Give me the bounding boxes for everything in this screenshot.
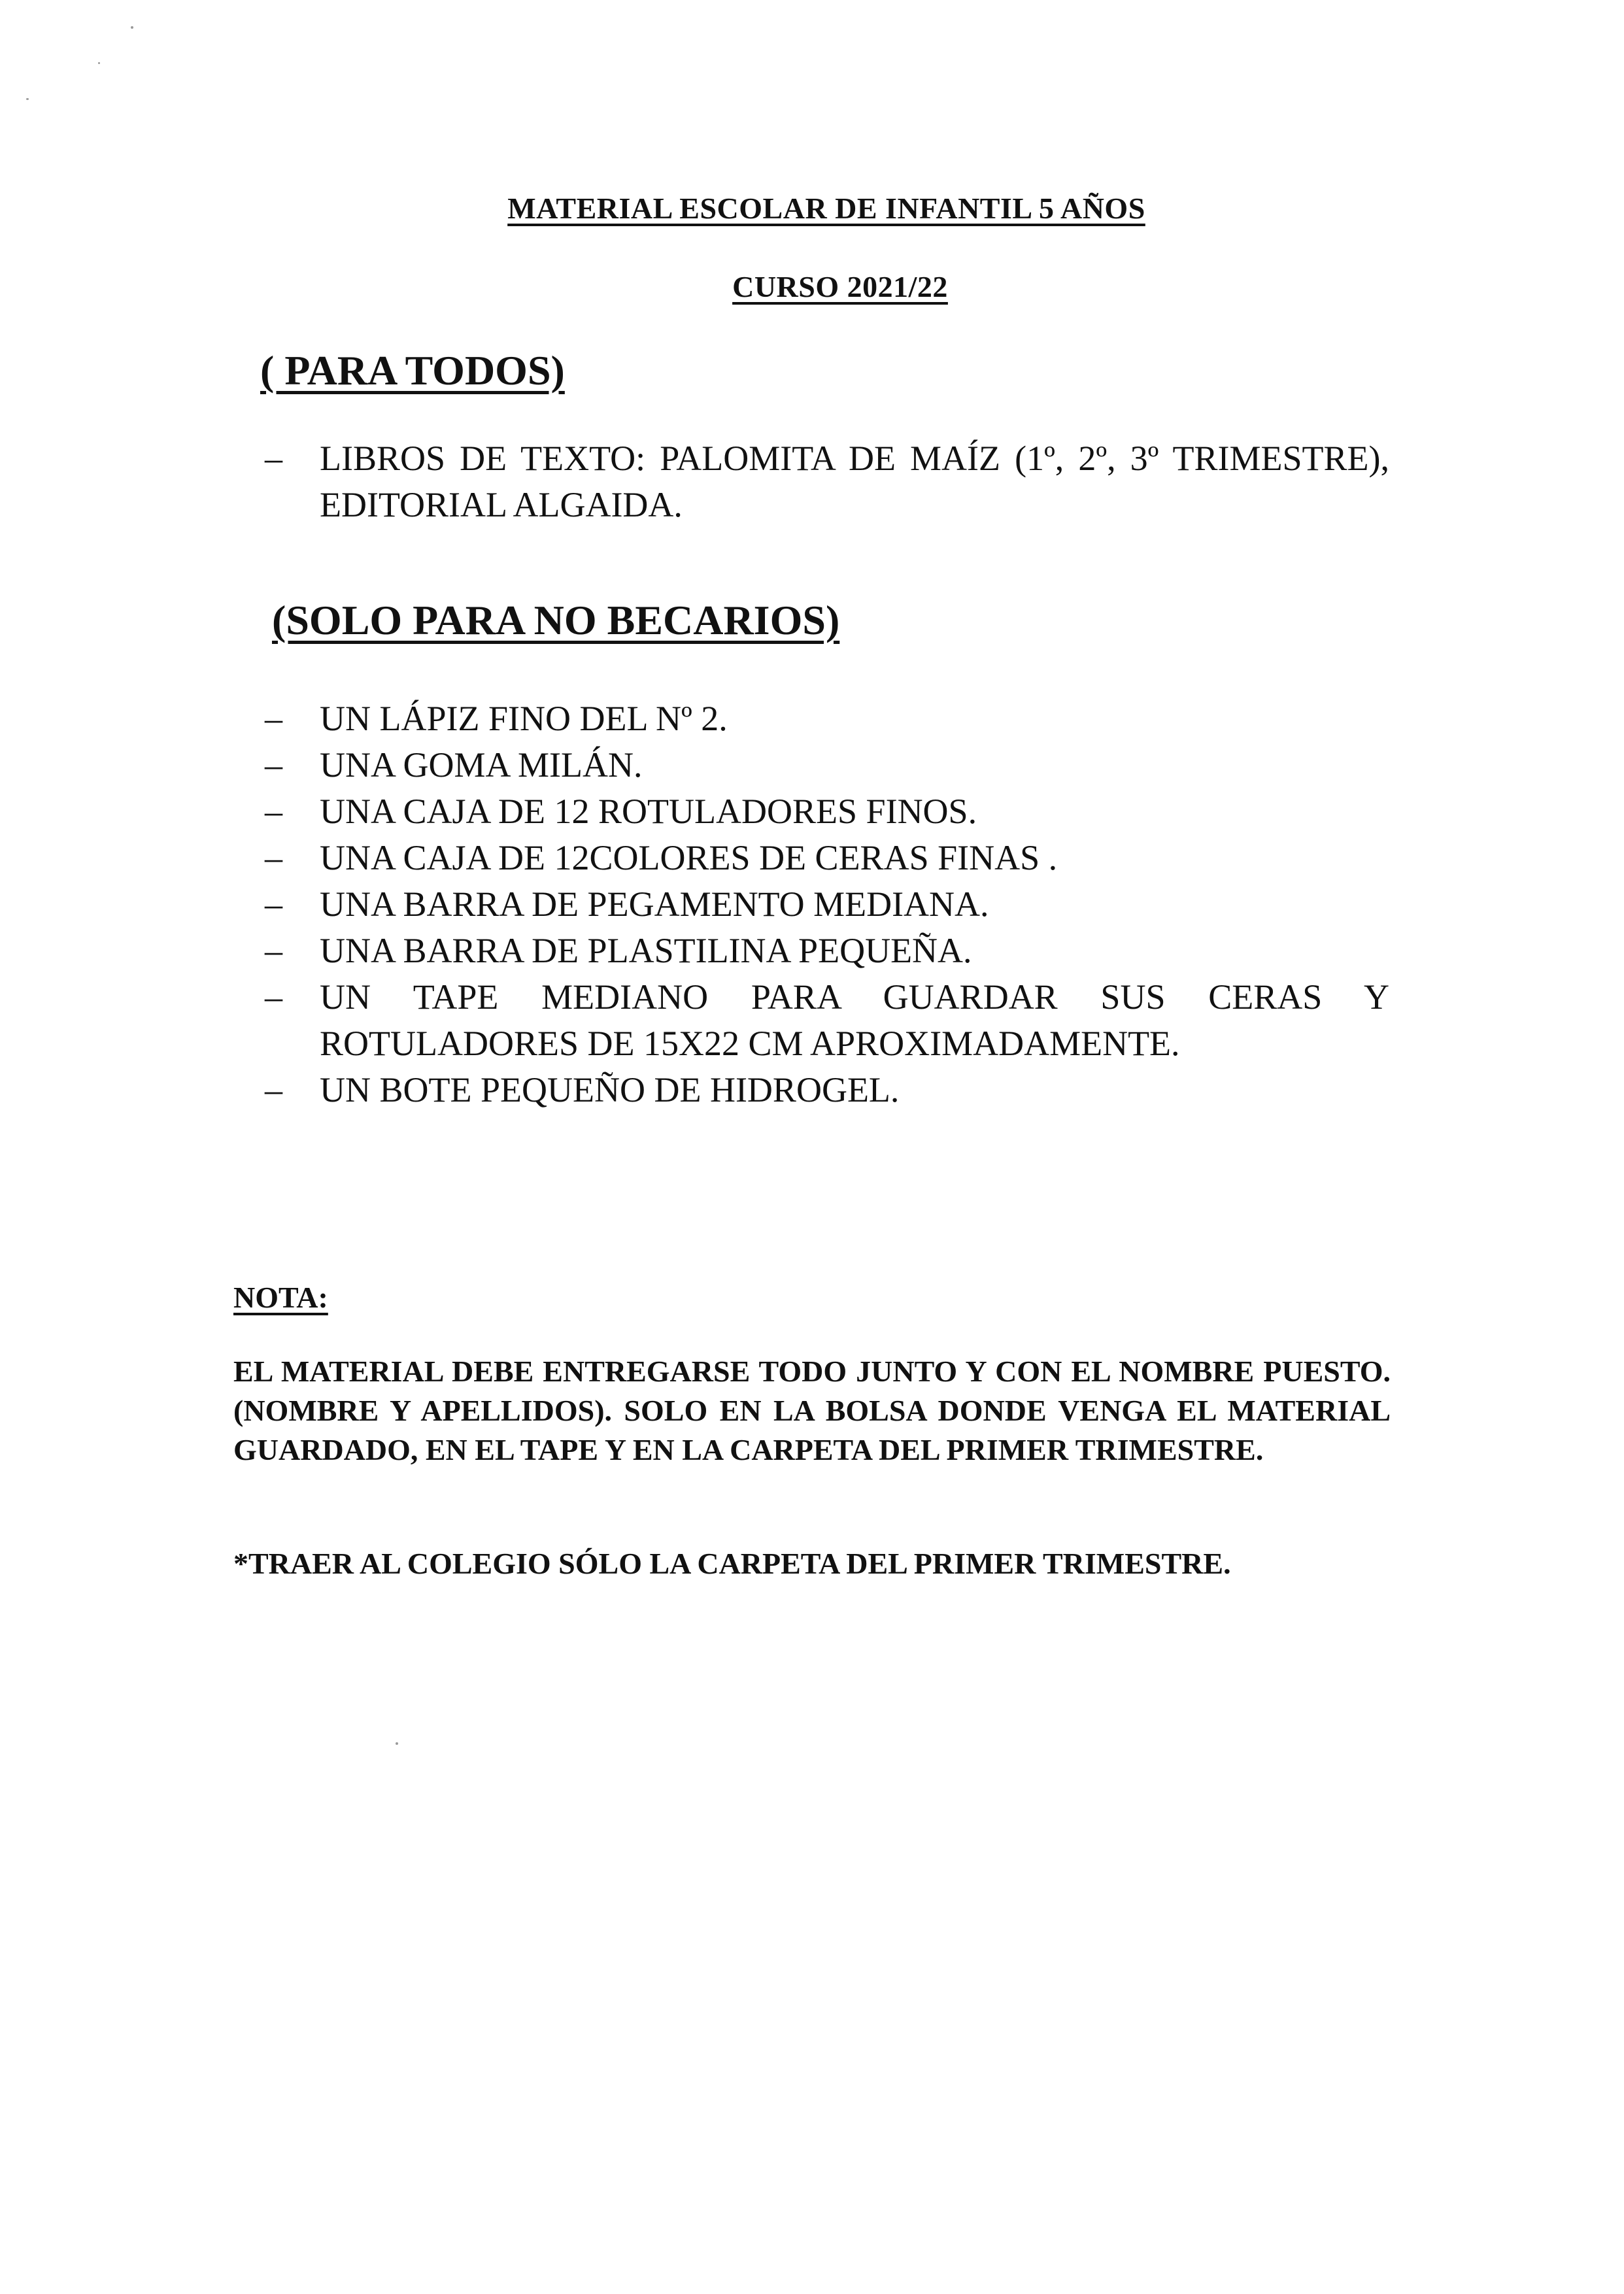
list-marker: – — [265, 439, 282, 478]
list-item-text: UN BOTE PEQUEÑO DE HIDROGEL. — [320, 1070, 900, 1109]
list-item — [265, 835, 1389, 881]
list-item-text: UNA CAJA DE 12COLORES DE CERAS FINAS . — [320, 838, 1058, 877]
list-marker: – — [265, 1070, 282, 1109]
list-item-text: UN TAPE MEDIANO PARA GUARDAR SUS CERAS Y ROTULADORES DE 15X22 CM APROXIMADAMENTE. — [320, 977, 1389, 1063]
list-item-text: UNA BARRA DE PEGAMENTO MEDIANA. — [320, 885, 989, 924]
scan-speck — [396, 1742, 398, 1745]
list-item-text: UNA BARRA DE PLASTILINA PEQUEÑA. — [320, 931, 972, 970]
nota-label: NOTA: — [233, 1281, 328, 1314]
nota-body: EL MATERIAL DEBE ENTREGARSE TODO JUNTO Y CON EL NOMBRE PUESTO.(NOMBRE Y APELLIDOS). SOLO EN LA BOLSA DONDE VENGA EL MATERIAL GUARDADO, EN EL TAPE Y EN LA CARPETA DEL PRIMER TRIMESTRE. — [233, 1355, 1391, 1466]
list-para-todos — [265, 435, 1389, 528]
list-marker: – — [265, 931, 282, 970]
section-heading-para-todos: ( PARA TODOS) — [260, 347, 565, 394]
list-marker: – — [265, 745, 282, 784]
list-item-text: UNA CAJA DE 12 ROTULADORES FINOS. — [320, 792, 977, 831]
list-item-text: UNA GOMA MILÁN. — [320, 745, 643, 784]
list-item — [265, 1067, 1389, 1113]
scan-speck — [98, 62, 100, 64]
list-marker: – — [265, 699, 282, 738]
list-item — [265, 881, 1389, 928]
list-item — [265, 928, 1389, 974]
nota-extra: *TRAER AL COLEGIO SÓLO LA CARPETA DEL PRIMER TRIMESTRE. — [233, 1547, 1231, 1580]
scan-speck — [131, 26, 133, 29]
list-marker: – — [265, 838, 282, 877]
scan-speck — [26, 98, 29, 100]
list-item — [265, 435, 1389, 528]
list-item — [265, 974, 1389, 1067]
document-title: MATERIAL ESCOLAR DE INFANTIL 5 AÑOS — [507, 192, 1145, 225]
list-item-text: UN LÁPIZ FINO DEL Nº 2. — [320, 699, 728, 738]
list-item — [265, 742, 1389, 788]
list-item — [265, 788, 1389, 835]
list-marker: – — [265, 977, 282, 1017]
document-subtitle: CURSO 2021/22 — [732, 270, 948, 303]
list-no-becarios — [265, 696, 1389, 1113]
list-marker: – — [265, 792, 282, 831]
list-item — [265, 696, 1389, 742]
section-heading-no-becarios: (SOLO PARA NO BECARIOS) — [272, 597, 840, 643]
list-marker: – — [265, 885, 282, 924]
list-item-text: LIBROS DE TEXTO: PALOMITA DE MAÍZ (1º, 2º, 3º TRIMESTRE), EDITORIAL ALGAIDA. — [320, 439, 1389, 524]
